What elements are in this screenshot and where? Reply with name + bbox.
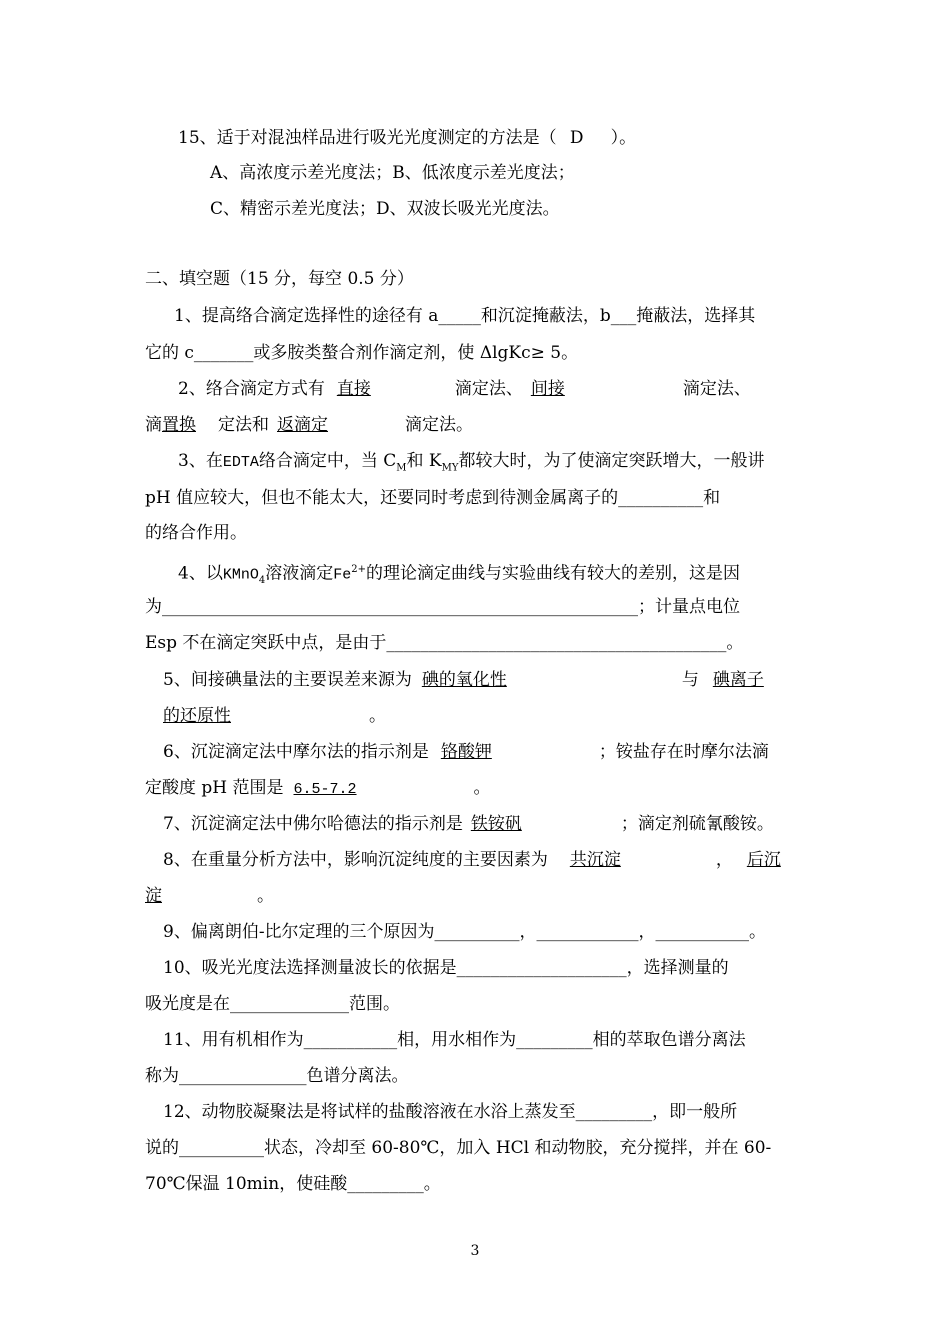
section-title: 二、填空题（15 分，每空 0.5 分） — [145, 269, 414, 289]
q12-line2: 说的__________状态，冷却至 60-80℃，加入 HCl 和动物胶，充分搅拌，并在 60- — [145, 1138, 772, 1158]
q8-line1: 8、在重量分析方法中，影响沉淀纯度的主要因素为 共沉淀 ， 后沉 — [163, 848, 789, 872]
q6-answer-2: 6.5-7.2 — [293, 781, 357, 798]
q10-line2: 吸光度是在______________范围。 — [145, 994, 400, 1014]
q6-answer-1: 铬酸钾 — [440, 742, 492, 762]
q8-answer-1: 共沉淀 — [569, 850, 621, 870]
q12-line3: 70℃保温 10min，使硅酸_________。 — [145, 1174, 441, 1194]
q2-answer-direct: 直接 — [336, 379, 371, 399]
q7-line1: 7、沉淀滴定法中佛尔哈德法的指示剂是 铁铵矾 ；滴定剂硫氰酸铵。 — [163, 814, 774, 834]
q7-answer: 铁铵矾 — [470, 814, 522, 834]
q5-answer-1: 碘的氧化性 — [421, 670, 507, 690]
q3-line1: 3、在EDTA络合滴定中，当 $C_M$和 $K_{MY}$都较大时，为了使滴定突跃增大，一般讲 — [178, 451, 765, 474]
q4-line1: 4、以KMnO$_4$溶液滴定$Fe^{2+}$的理论滴定曲线与实验曲线有较大的差别，这是因 — [178, 563, 740, 587]
q2-answer-replace: 置换 — [162, 415, 196, 435]
q5-line2: 的还原性 。 — [163, 706, 386, 726]
q4-line2: 为________________________________________________________；计量点电位 — [145, 597, 740, 617]
q3-line2: pH 值应较大，但也不能太大，还要同时考虑到待测金属离子的__________和 — [145, 488, 721, 508]
q6-line2: 定酸度 pH 范围是 6.5-7.2 。 — [145, 776, 491, 802]
q5-answer-2a: 碘离子 — [712, 670, 764, 690]
q6-line1: 6、沉淀滴定法中摩尔法的指示剂是 铬酸钾 ；铵盐存在时摩尔法滴 — [163, 742, 769, 762]
q1-line2: 它的 c_______或多胺类螯合剂作滴定剂，使 ΔlgKc≥ 5。 — [145, 343, 579, 363]
q11-line2: 称为_______________色谱分离法。 — [145, 1066, 409, 1086]
q2-answer-back: 返滴定 — [277, 415, 328, 435]
q5-line1: 5、间接碘量法的主要误差来源为 碘的氧化性 与 碘离子 — [163, 668, 793, 692]
q10-line1: 10、吸光光度法选择测量波长的依据是____________________，选择测量的 — [163, 958, 729, 978]
q2-line2: 滴置换 定法和 返滴定 滴定法。 — [145, 415, 473, 435]
q15-answer: D — [569, 128, 584, 148]
q8-answer-2a: 后沉 — [746, 850, 781, 870]
q1-line1: 1、提高络合滴定选择性的途径有 a_____和沉淀掩蔽法，b___掩蔽法，选择其 — [174, 306, 756, 326]
q4-line3: Esp 不在滴定突跃中点，是由于________________________________________。 — [145, 633, 744, 653]
q3-line3: 的络合作用。 — [145, 523, 247, 543]
q15-options-ab: A、高浓度示差光度法；B、低浓度示差光度法； — [210, 163, 575, 183]
q2-answer-indirect: 间接 — [530, 379, 565, 399]
q15-stem: 15、适于对混浊样品进行吸光光度测定的方法是（ D ）。 — [178, 128, 637, 148]
q12-line1: 12、动物胶凝聚法是将试样的盐酸溶液在水浴上蒸发至_________，即一般所 — [163, 1102, 738, 1122]
page-number: 3 — [470, 1243, 480, 1259]
q8-answer-2b: 淀 — [145, 886, 162, 906]
q9-line1: 9、偏离朗伯-比尔定理的三个原因为__________，____________，___________。 — [163, 922, 767, 942]
q2-line1: 2、络合滴定方式有 直接 滴定法、 间接 滴定法、 — [178, 379, 751, 399]
q11-line1: 11、用有机相作为___________相，用水相作为_________相的萃取色谱分离法 — [163, 1030, 746, 1050]
q8-line2: 淀 。 — [145, 886, 274, 906]
q15-options-cd: C、精密示差光度法；D、双波长吸光光度法。 — [210, 199, 560, 219]
q5-answer-2b: 的还原性 — [163, 706, 231, 726]
